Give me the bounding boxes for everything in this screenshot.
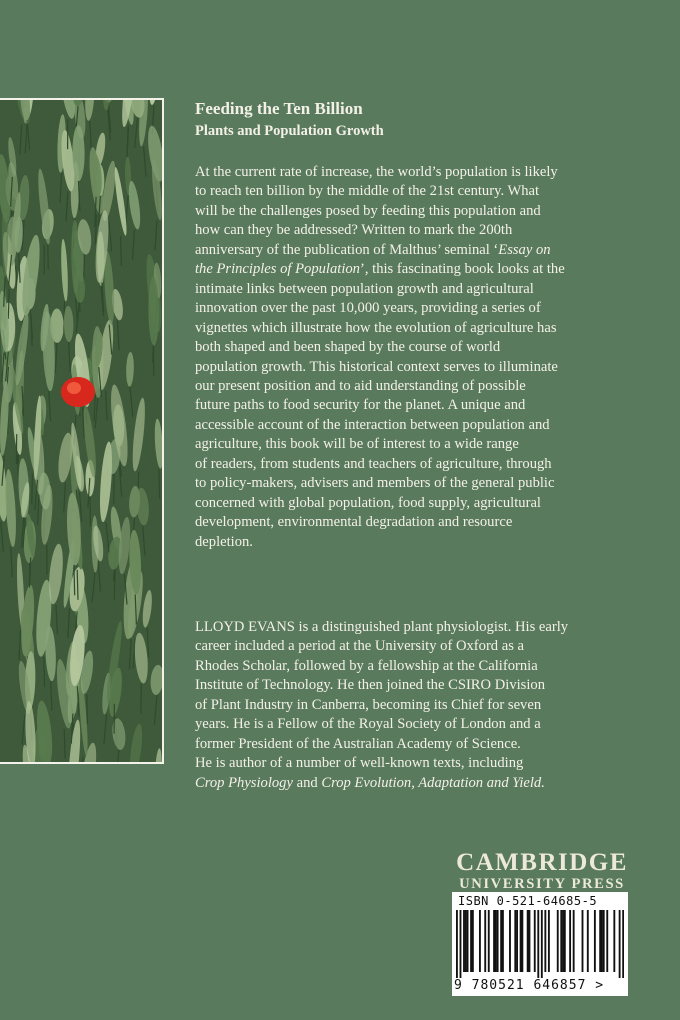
- barcode-bar: [613, 910, 615, 972]
- barcode-bar: [619, 910, 621, 978]
- italic-title-text: the Principles of Population: [195, 261, 360, 278]
- description-line: [195, 494, 655, 513]
- barcode-bar: [463, 910, 465, 972]
- text-segment: and: [292, 774, 322, 791]
- italic-title-text: Crop Physiology: [195, 774, 293, 791]
- text-segment: how can they be addressed? Written to mark the 200th: [195, 222, 513, 239]
- wheat-stem: [77, 570, 78, 600]
- isbn-label: ISBN 0-521-64685-5: [458, 894, 598, 908]
- bio-line: [195, 618, 655, 637]
- text-segment: Institute of Technology. He then joined the CSIRO Division: [195, 677, 545, 694]
- barcode-bar: [509, 910, 511, 972]
- text-segment: At the current rate of increase, the world’s population is likely: [195, 164, 558, 180]
- text-segment: to reach ten billion by the middle of the 21st century. What: [195, 183, 540, 200]
- wheat-stem: [121, 236, 122, 266]
- barcode-bar: [527, 910, 529, 972]
- bio-line: [195, 696, 655, 715]
- description-line: [195, 338, 655, 357]
- ean-number: 9 780521 646857 >: [454, 978, 605, 993]
- barcode-bar: [541, 910, 543, 978]
- text-segment: both shaped and been shaped by the course of world: [195, 339, 501, 356]
- text-segment: innovation over the past 10,000 years, providing a series of: [195, 300, 541, 317]
- barcode-bar: [529, 910, 531, 972]
- text-segment: years. He is a Fellow of the Royal Society of London and a: [195, 716, 541, 733]
- book-title: Feeding the Ten Billion: [195, 99, 363, 118]
- text-segment: career included a period at the University of Oxford as a: [195, 638, 525, 655]
- description-line: [195, 299, 655, 318]
- text-segment: depletion.: [195, 533, 253, 550]
- description-line: [195, 358, 655, 377]
- text-segment: LLOYD EVANS is a distinguished plant physiologist. His early: [195, 619, 569, 635]
- barcode-bar: [502, 910, 504, 972]
- barcode-bar: [573, 910, 575, 972]
- text-segment: development, environmental degradation and resource: [195, 514, 513, 531]
- text-segment: will be the challenges posed by feeding this population and: [195, 202, 541, 219]
- barcode-bar: [537, 910, 539, 978]
- barcode-bar: [622, 910, 624, 978]
- barcode-bar: [606, 910, 608, 972]
- wheat-stem: [32, 474, 33, 504]
- wheat-stem: [44, 657, 45, 687]
- text-segment: agriculture, this book will be of interest to a wide range: [195, 436, 519, 453]
- barcode-bar: [564, 910, 566, 972]
- publisher-logo: [452, 849, 632, 892]
- barcode-bar: [493, 910, 495, 972]
- bio-line: [195, 774, 655, 793]
- bio-line: [195, 676, 655, 695]
- wheat-field-image: [0, 100, 162, 762]
- description-line: [195, 416, 655, 435]
- wheat-stem: [87, 694, 88, 724]
- description-line: [195, 455, 655, 474]
- bio-line: [195, 657, 655, 676]
- barcode-bar: [484, 910, 486, 972]
- description-line: [195, 260, 655, 279]
- text-segment: anniversary of the publication of Malthus’ seminal ‘: [195, 241, 499, 258]
- text-segment: population growth. This historical context serves to illuminate: [195, 358, 558, 375]
- wheat-stem: [74, 565, 75, 595]
- wheat-stem: [159, 469, 160, 499]
- barcode-bar: [548, 910, 550, 972]
- barcode-bar: [500, 910, 502, 972]
- text-segment: of readers, from students and teachers of agriculture, through: [195, 455, 552, 472]
- barcode-bar: [569, 910, 571, 972]
- barcode-bar: [594, 910, 596, 972]
- barcode-bar: [560, 910, 562, 972]
- barcode-bar: [603, 910, 605, 972]
- barcode-bars: [456, 910, 624, 978]
- description-line: [195, 280, 655, 299]
- text-segment: Rhodes Scholar, followed by a fellowship at the California: [195, 657, 538, 674]
- description-line: [195, 474, 655, 493]
- text-segment: of Plant Industry in Canberra, becoming its Chief for seven: [195, 696, 542, 713]
- description-line: [195, 163, 655, 182]
- author-biography: [195, 618, 655, 793]
- cover-photo-wheat-field: [0, 98, 164, 764]
- barcode-bar: [534, 910, 536, 972]
- text-segment: to policy-makers, advisers and members of the general public: [195, 475, 555, 492]
- description-line: [195, 319, 655, 338]
- barcode-bar: [516, 910, 518, 972]
- description-line: [195, 396, 655, 415]
- barcode-bar: [479, 910, 481, 972]
- text-segment: concerned with global population, food supply, agricultural: [195, 494, 541, 511]
- text-segment: former President of the Australian Academy of Science.: [195, 735, 521, 752]
- text-segment: accessible account of the interaction between population and: [195, 416, 550, 433]
- barcode-bar: [456, 910, 458, 978]
- barcode-bar: [467, 910, 469, 972]
- text-segment: ’, this fascinating book looks at the: [359, 261, 565, 278]
- bio-line: [195, 754, 655, 773]
- description-line: [195, 377, 655, 396]
- barcode-bar: [544, 910, 546, 972]
- barcode-bar: [497, 910, 499, 972]
- barcode-bar: [599, 910, 601, 972]
- barcode-panel: [452, 892, 628, 996]
- barcode-bar: [520, 910, 522, 972]
- bio-line: [195, 735, 655, 754]
- description-line: [195, 513, 655, 532]
- description-line: [195, 182, 655, 201]
- italic-title-text: Crop Evolution, Adaptation and Yield.: [321, 774, 545, 791]
- barcode-bar: [557, 910, 559, 972]
- barcode-bar: [472, 910, 474, 972]
- poppy-highlight: [67, 382, 81, 394]
- barcode-bar: [460, 910, 462, 978]
- description-line: [195, 241, 655, 260]
- book-subtitle: Plants and Population Growth: [195, 123, 384, 139]
- italic-title-text: Essay on: [498, 241, 551, 258]
- bio-line: [195, 715, 655, 734]
- text-segment: our present position and to aid understanding of possible: [195, 377, 526, 394]
- description-line: [195, 435, 655, 454]
- text-segment: He is author of a number of well-known texts, including: [195, 755, 524, 772]
- description-line: [195, 221, 655, 240]
- publisher-name: CAMBRIDGE: [456, 849, 628, 876]
- publisher-subname: UNIVERSITY PRESS: [459, 876, 625, 892]
- barcode-bar: [488, 910, 490, 972]
- text-segment: intimate links between population growth and agricultural: [195, 280, 534, 297]
- bio-line: [195, 637, 655, 656]
- barcode-bar: [465, 910, 467, 972]
- barcode-bar: [495, 910, 497, 972]
- description-line: [195, 533, 655, 552]
- text-segment: vignettes which illustrate how the evolution of agriculture has: [195, 319, 557, 336]
- barcode-bar: [582, 910, 584, 972]
- barcode-bar: [562, 910, 564, 972]
- book-description: [195, 163, 655, 552]
- barcode-bar: [514, 910, 516, 972]
- barcode-bar: [470, 910, 472, 972]
- text-segment: future paths to food security for the planet. A unique and: [195, 397, 526, 414]
- barcode-bar: [521, 910, 523, 972]
- barcode-bar: [601, 910, 603, 972]
- barcode-bar: [587, 910, 589, 972]
- description-line: [195, 202, 655, 221]
